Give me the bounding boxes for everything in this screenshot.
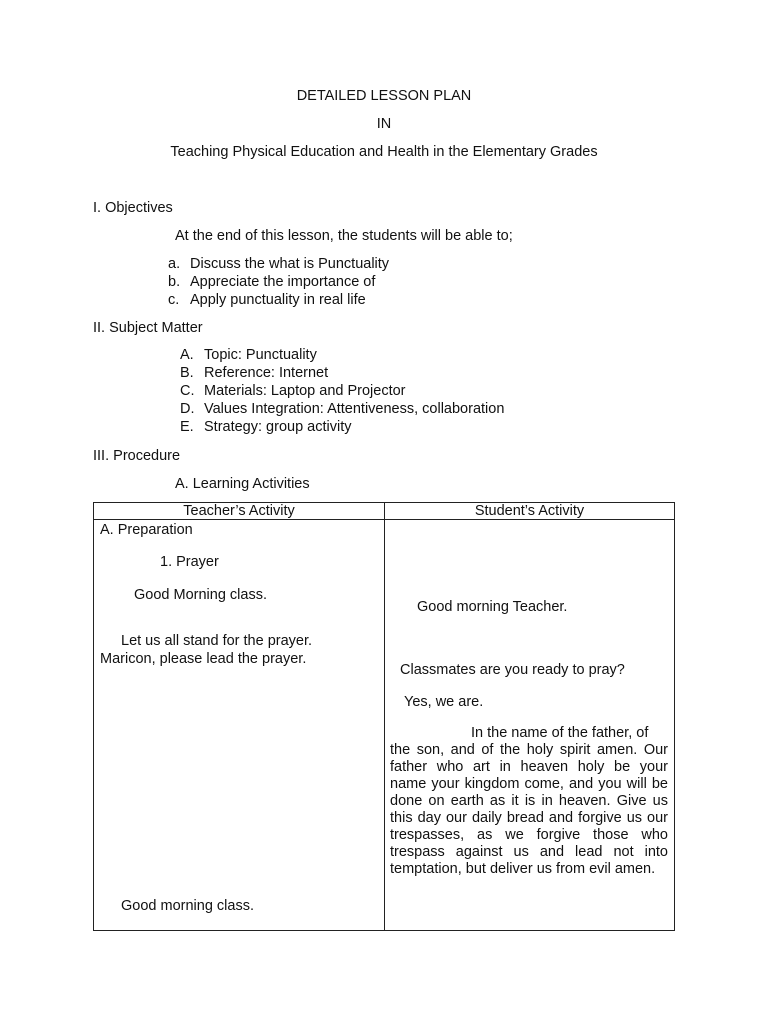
table-header-row (94, 503, 675, 520)
subject-item (180, 365, 328, 381)
objective-text: Apply punctuality in real life (190, 292, 366, 308)
teacher-greeting-2: Good morning class. (121, 898, 254, 914)
subject-item (180, 347, 317, 363)
objective-item (168, 292, 366, 308)
objectives-intro: At the end of this lesson, the students will be able to; (175, 228, 513, 244)
student-activity-cell (385, 520, 675, 931)
objective-text: Discuss the what is Punctuality (190, 256, 390, 272)
subject-marker: D. (180, 401, 195, 417)
subject-text: Reference: Internet (204, 365, 329, 381)
subject-item (180, 401, 504, 417)
teacher-stand-line-1: Let us all stand for the prayer. (121, 633, 313, 649)
subject-marker: C. (180, 383, 195, 399)
subject-item (180, 419, 352, 435)
objectives-heading: I. Objectives (93, 200, 173, 216)
objective-item (168, 274, 375, 290)
student-yes: Yes, we are. (404, 694, 484, 710)
objective-marker: b. (168, 274, 181, 290)
student-prayer-first-line: In the name of the father, of (471, 725, 649, 741)
student-ready: Classmates are you ready to pray? (400, 662, 625, 678)
table-row (94, 520, 675, 931)
document-subtitle: Teaching Physical Education and Health in the Elementary Grades (170, 144, 598, 160)
subject-matter-heading: II. Subject Matter (93, 320, 203, 336)
subject-marker: A. (180, 347, 194, 363)
subject-text: Strategy: group activity (204, 419, 352, 435)
teacher-prayer: 1. Prayer (160, 554, 219, 570)
procedure-heading: III. Procedure (93, 448, 181, 464)
subject-item (180, 383, 406, 399)
subject-text: Topic: Punctuality (204, 347, 317, 363)
document-title: DETAILED LESSON PLAN (296, 88, 472, 104)
subject-text: Values Integration: Attentiveness, collaboration (204, 401, 505, 417)
column-header-student: Student’s Activity (385, 503, 675, 520)
teacher-activity-cell (94, 520, 385, 931)
teacher-preparation: A. Preparation (100, 522, 193, 538)
teacher-stand-line-2: Maricon, please lead the prayer. (100, 651, 307, 667)
subject-marker: E. (180, 419, 194, 435)
student-prayer-text: the son, and of the holy spirit amen. Our father who art in heaven holy be your name your kingdom come, and you will be done on earth as it is in heaven. Give us this day our daily bread and forgive us our trespasses, as we forgive those who trespass against us and lead not into temptation, but deliver us from evil amen. (390, 742, 668, 877)
objective-marker: c. (168, 292, 180, 308)
objective-text: Appreciate the importance of (190, 274, 376, 290)
teacher-greeting: Good Morning class. (134, 587, 267, 603)
learning-activities-heading: A. Learning Activities (175, 476, 310, 492)
document-title-in: IN (376, 116, 392, 132)
subject-text: Materials: Laptop and Projector (204, 383, 406, 399)
objective-marker: a. (168, 256, 181, 272)
objective-item (168, 256, 389, 272)
student-greeting: Good morning Teacher. (417, 599, 568, 615)
subject-marker: B. (180, 365, 194, 381)
learning-activities-table (93, 502, 675, 931)
column-header-teacher: Teacher’s Activity (94, 503, 385, 520)
